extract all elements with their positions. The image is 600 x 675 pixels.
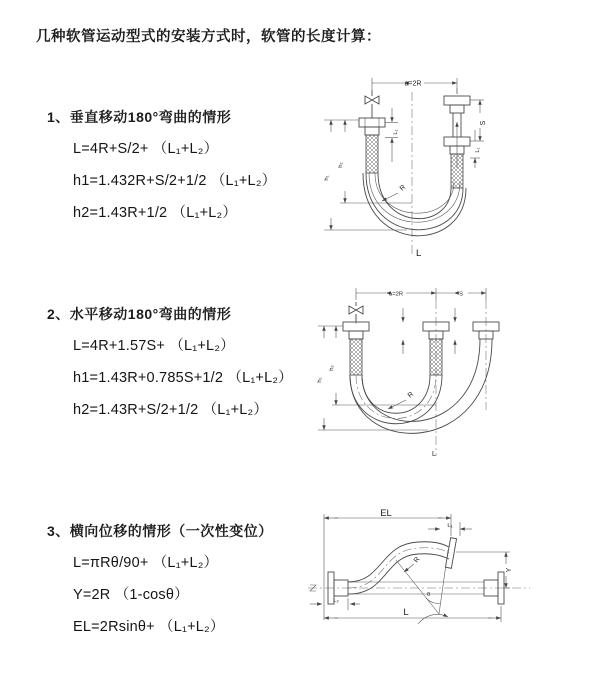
dim-l-label: L [403, 607, 409, 618]
curved-hose-displaced [348, 538, 457, 594]
section2-formula-L: L=4R+1.57S+ （L₁+L₂） [73, 338, 235, 354]
dim-l2-label: L₂ [333, 598, 339, 604]
dim-a2r-label: a=2R [388, 291, 404, 298]
dim-r [388, 391, 415, 409]
dim-h1-label: h₁ [324, 175, 330, 181]
section3-formula-L: L=πRθ/90+ （L₁+L₂） [73, 555, 219, 571]
section1-formula-L: L=4R+S/2+ （L₁+L₂） [73, 141, 219, 157]
dim-r [404, 556, 422, 572]
dim-h [317, 326, 436, 430]
dim-h1-label: h₁ [317, 377, 323, 383]
diagram-horizontal-180-bend [308, 280, 592, 462]
dim-l-label: L [416, 248, 422, 259]
section2-formula-h1: h1=1.43R+0.785S+1/2 （L₁+L₂） [73, 370, 293, 386]
left-pipe [343, 322, 369, 375]
dim-l2 [310, 598, 360, 610]
dim-h2-label: h₂ [338, 162, 344, 168]
dim-l1-left [385, 108, 399, 162]
dim-s-label: S [459, 291, 463, 298]
section3-formula-EL: EL=2Rsinθ+ （L₁+L₂） [73, 619, 225, 635]
dim-a2r-s [356, 288, 486, 300]
section2-heading: 2、水平移动180°弯曲的情形 [47, 306, 232, 322]
section2-formula-h2: h2=1.43R+S/2+1/2 （L₁+L₂） [73, 402, 269, 418]
dim-l1-right [470, 130, 481, 168]
page-title: 几种软管运动型式的安装方式时，软管的长度计算： [36, 29, 381, 45]
dim-h2-label: h₂ [329, 365, 335, 371]
angle-theta-label: θ [427, 592, 431, 598]
right-pipe [444, 96, 470, 188]
hose-u-bend [363, 173, 466, 236]
dim-l [324, 606, 501, 622]
hose-u-bends [350, 339, 492, 433]
dim-r [382, 184, 407, 201]
dim-l1 [428, 522, 472, 536]
dim-r-label: R [406, 390, 416, 400]
dim-s [470, 100, 487, 141]
diagram-vertical-180-bend [312, 70, 588, 260]
section3-formula-Y: Y=2R （1-cosθ） [73, 587, 189, 603]
section1-formula-h1: h1=1.432R+S/2+1/2 （L₁+L₂） [73, 173, 277, 189]
left-pipe [359, 118, 385, 173]
section1-formula-h2: h2=1.43R+1/2 （L₁+L₂） [73, 205, 238, 221]
dim-s-label: S [480, 120, 487, 126]
valve-icon [349, 302, 363, 322]
dim-a2r [372, 78, 457, 94]
centerline [308, 585, 530, 591]
section3-heading: 3、横向位移的情形（一次性变位） [47, 523, 273, 539]
dim-r-label: R [398, 183, 408, 193]
dim-y [456, 552, 513, 588]
diagram-lateral-displacement [298, 502, 600, 654]
dim-l1-label: L₁ [447, 523, 453, 529]
dim-l1-right-label: L₁ [475, 147, 481, 153]
dim-y-label: Y [506, 567, 513, 573]
dim-l1-left-label: L₁ [393, 129, 399, 135]
valve-icon [365, 90, 379, 118]
dim-el-label: EL [380, 508, 392, 519]
section1-heading: 1、垂直移动180°弯曲的情形 [47, 109, 232, 125]
dim-el [324, 508, 451, 620]
dim-a2r-label: a=2R [404, 80, 422, 88]
dim-r-label: R [412, 555, 422, 565]
dim-l-label: L [432, 451, 436, 458]
